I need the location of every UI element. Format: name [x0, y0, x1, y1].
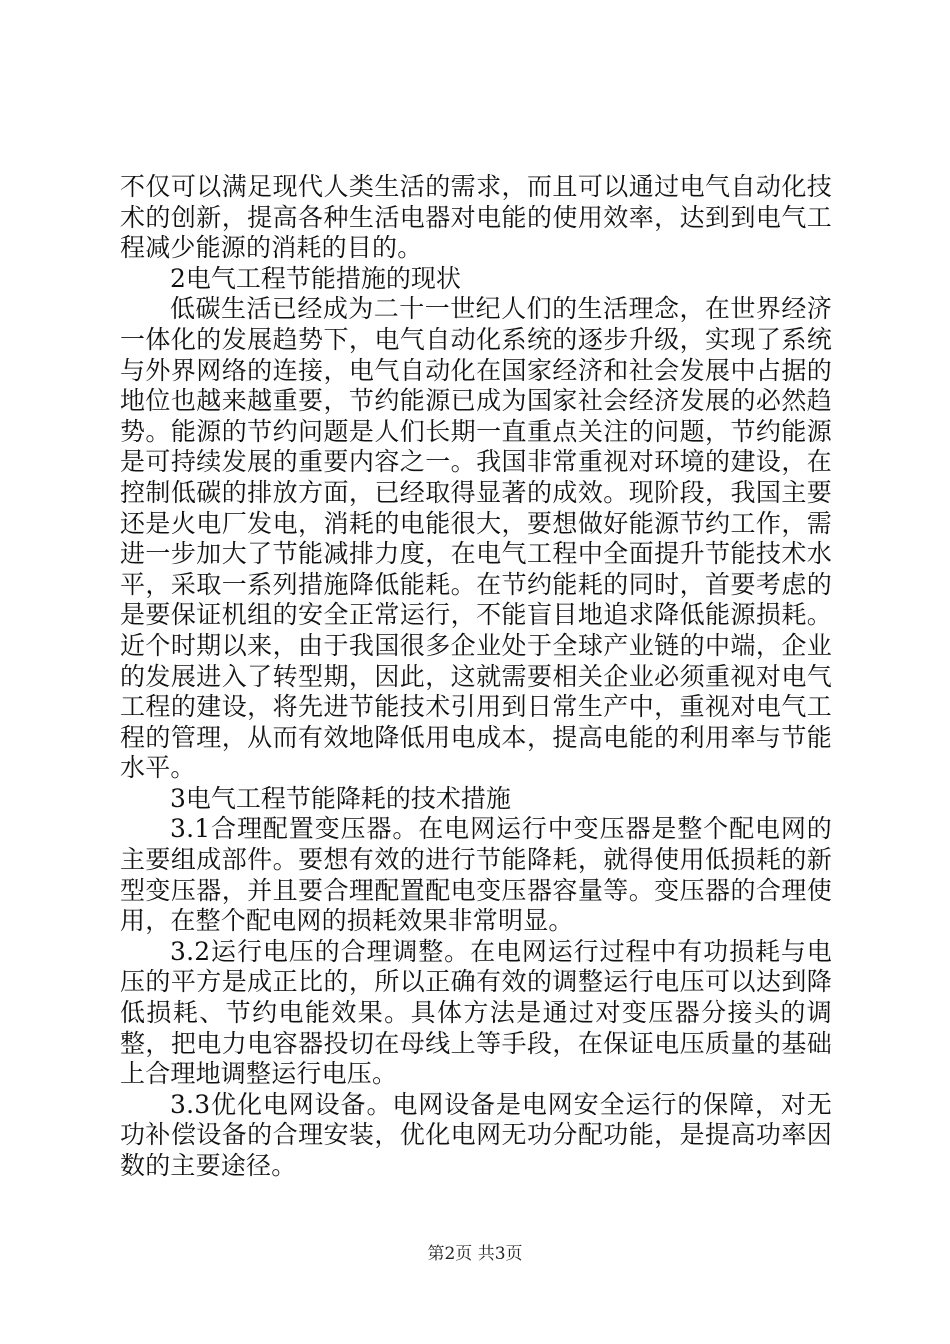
paragraph-continuation: 不仅可以满足现代人类生活的需求，而且可以通过电气自动化技术的创新，提高各种生活电器对电能的使用效率，达到到电气工程减少能源的消耗的目的。: [120, 172, 832, 263]
section-heading-2: 2电气工程节能措施的现状: [170, 263, 461, 293]
paragraph-3-3: 3.3优化电网设备。电网设备是电网安全运行的保障，对无功补偿设备的合理安装，优化电网无功分配功能，是提高功率因数的主要途径。: [120, 1089, 832, 1180]
paragraph-3-2: 3.2运行电压的合理调整。在电网运行过程中有功损耗与电压的平方是成正比的，所以正确有效的调整运行电压可以达到降低损耗、节约电能效果。具体方法是通过对变压器分接头的调整，把电力电容器投切在母线上等手段，在保证电压质量的基础上合理地调整运行电压。: [120, 936, 832, 1089]
section-heading-3: 3电气工程节能降耗的技术措施: [170, 783, 511, 813]
paragraph-3-1: 3.1合理配置变压器。在电网运行中变压器是整个配电网的主要组成部件。要想有效的进行节能降耗，就得使用低损耗的新型变压器，并且要合理配置配电变压器容量等。变压器的合理使用，在整个配电网的损耗效果非常明显。: [120, 814, 832, 936]
paragraph-section-2: 低碳生活已经成为二十一世纪人们的生活理念，在世界经济一体化的发展趋势下，电气自动化系统的逐步升级，实现了系统与外界网络的连接，电气自动化在国家经济和社会发展中占据的地位也越来越重要，节约能源已成为国家社会经济发展的必然趋势。能源的节约问题是人们长期一直重点关注的问题，节约能源是可持续发展的重要内容之一。我国非常重视对环境的建设，在控制低碳的排放方面，已经取得显著的成效。现阶段，我国主要还是火电厂发电，消耗的电能很大，要想做好能源节约工作，需进一步加大了节能减排力度，在电气工程中全面提升节能技术水平，采取一系列措施降低能耗。在节约能耗的同时，首要考虑的是要保证机组的安全正常运行，不能盲目地追求降低能源损耗。近个时期以来，由于我国很多企业处于全球产业链的中端，企业的发展进入了转型期，因此，这就需要相关企业必须重视对电气工程的建设，将先进节能技术引用到日常生产中，重视对电气工程的管理，从而有效地降低用电成本，提高电能的利用率与节能水平。: [120, 294, 832, 783]
document-body: [120, 172, 832, 1182]
page-number-footer: 第2页 共3页: [427, 1244, 523, 1264]
